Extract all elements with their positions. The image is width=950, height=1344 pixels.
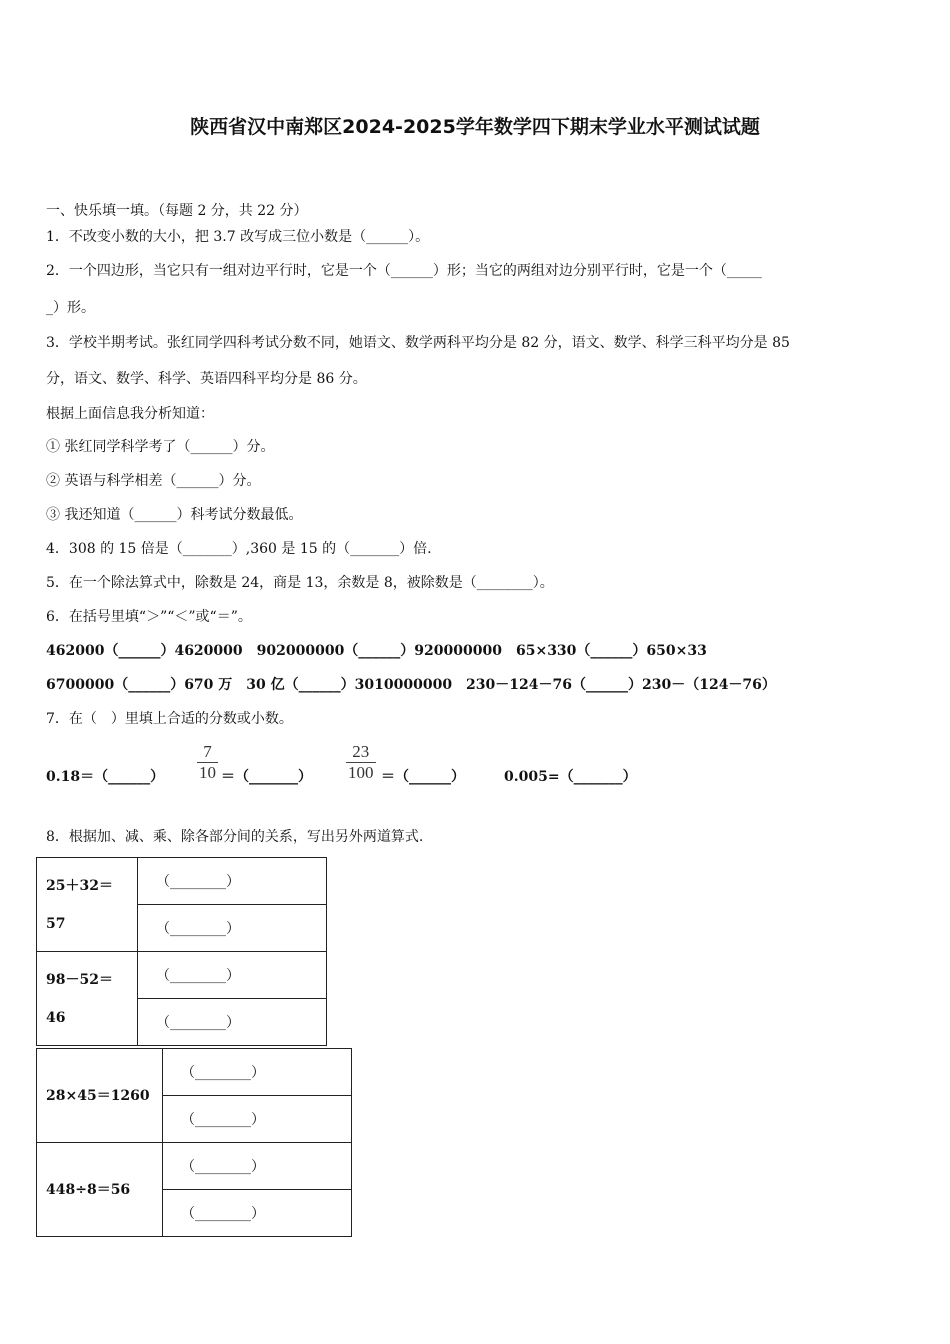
question-7: 7．在（ ）里填上合适的分数或小数。 bbox=[46, 711, 293, 727]
answer-cell[interactable]: （________） bbox=[163, 1143, 352, 1190]
question-3-intro: 根据上面信息我分析知道： bbox=[46, 406, 214, 422]
question-6-row-1: 462000（______）4620000 902000000（______）920000000 65×330（______）650×33 bbox=[46, 643, 707, 659]
answer-cell[interactable]: （________） bbox=[163, 1049, 352, 1096]
fraction-numerator: 7 bbox=[203, 742, 212, 761]
answer-cell[interactable]: （________） bbox=[138, 905, 327, 952]
question-6-row-2: 6700000（______）670 万 30 亿（______）3010000000 230－124－76（______）230－（124－76） bbox=[46, 677, 776, 693]
equation-result: 46 bbox=[46, 1009, 66, 1026]
equation-98-52 bbox=[37, 952, 138, 1046]
relation-table-1 bbox=[36, 857, 327, 1046]
question-8: 8．根据加、减、乘、除各部分间的关系，写出另外两道算式. bbox=[46, 829, 424, 845]
question-3-line-2: 分，语文、数学、科学、英语四科平均分是 86 分。 bbox=[46, 371, 367, 387]
equation-25-32 bbox=[37, 858, 138, 952]
equation-line: 25＋32＝ bbox=[46, 877, 113, 894]
equation-448-8: 448÷8＝56 bbox=[37, 1143, 163, 1237]
question-3-line-1: 3．学校半期考试。张红同学四科考试分数不同，她语文、数学两科平均分是 82 分，语文、数学、科学三科平均分是 85 bbox=[46, 335, 790, 351]
fraction-7-10 bbox=[197, 742, 218, 783]
fraction-23-100 bbox=[346, 742, 376, 783]
fraction-numerator: 23 bbox=[352, 742, 370, 761]
fraction-denominator: 100 bbox=[348, 763, 374, 782]
question-3-part-2: ② 英语与科学相差（______）分。 bbox=[46, 473, 261, 489]
question-2-line-2: _）形。 bbox=[46, 300, 95, 316]
q7-item-2: ＝（_______） bbox=[221, 769, 312, 785]
question-5: 5．在一个除法算式中，除数是 24，商是 13，余数是 8，被除数是（________）。 bbox=[46, 575, 554, 591]
answer-cell[interactable]: （________） bbox=[138, 952, 327, 999]
question-2-line-1: 2．一个四边形，当它只有一组对边平行时，它是一个（______）形；当它的两组对边分别平行时，它是一个（_____ bbox=[46, 263, 762, 279]
relation-table-2 bbox=[36, 1048, 352, 1237]
answer-cell[interactable]: （________） bbox=[138, 999, 327, 1046]
page-title: 陕西省汉中南郑区2024-2025学年数学四下期末学业水平测试试题 bbox=[190, 116, 760, 138]
fraction-denominator: 10 bbox=[199, 763, 216, 782]
equation-result: 57 bbox=[46, 915, 66, 932]
q7-item-1: 0.18＝（______） bbox=[46, 769, 165, 785]
question-3-part-1: ① 张红同学科学考了（______）分。 bbox=[46, 439, 275, 455]
question-6: 6．在括号里填“＞”“＜”或“＝”。 bbox=[46, 609, 252, 625]
question-4: 4．308 的 15 倍是（_______）,360 是 15 的（_______）倍. bbox=[46, 541, 432, 557]
answer-cell[interactable]: （________） bbox=[138, 858, 327, 905]
equation-28-45: 28×45＝1260 bbox=[37, 1049, 163, 1143]
section-heading: 一、快乐填一填。（每题 2 分，共 22 分） bbox=[46, 203, 308, 219]
answer-cell[interactable]: （________） bbox=[163, 1190, 352, 1237]
q7-item-3: ＝（______） bbox=[381, 769, 465, 785]
answer-cell[interactable]: （________） bbox=[163, 1096, 352, 1143]
question-1: 1．不改变小数的大小，把 3.7 改写成三位小数是（______）。 bbox=[46, 229, 430, 245]
equation-line: 98－52＝ bbox=[46, 971, 113, 988]
question-3-part-3: ③ 我还知道（______）科考试分数最低。 bbox=[46, 507, 303, 523]
q7-item-4: 0.005=（_______） bbox=[504, 769, 637, 785]
